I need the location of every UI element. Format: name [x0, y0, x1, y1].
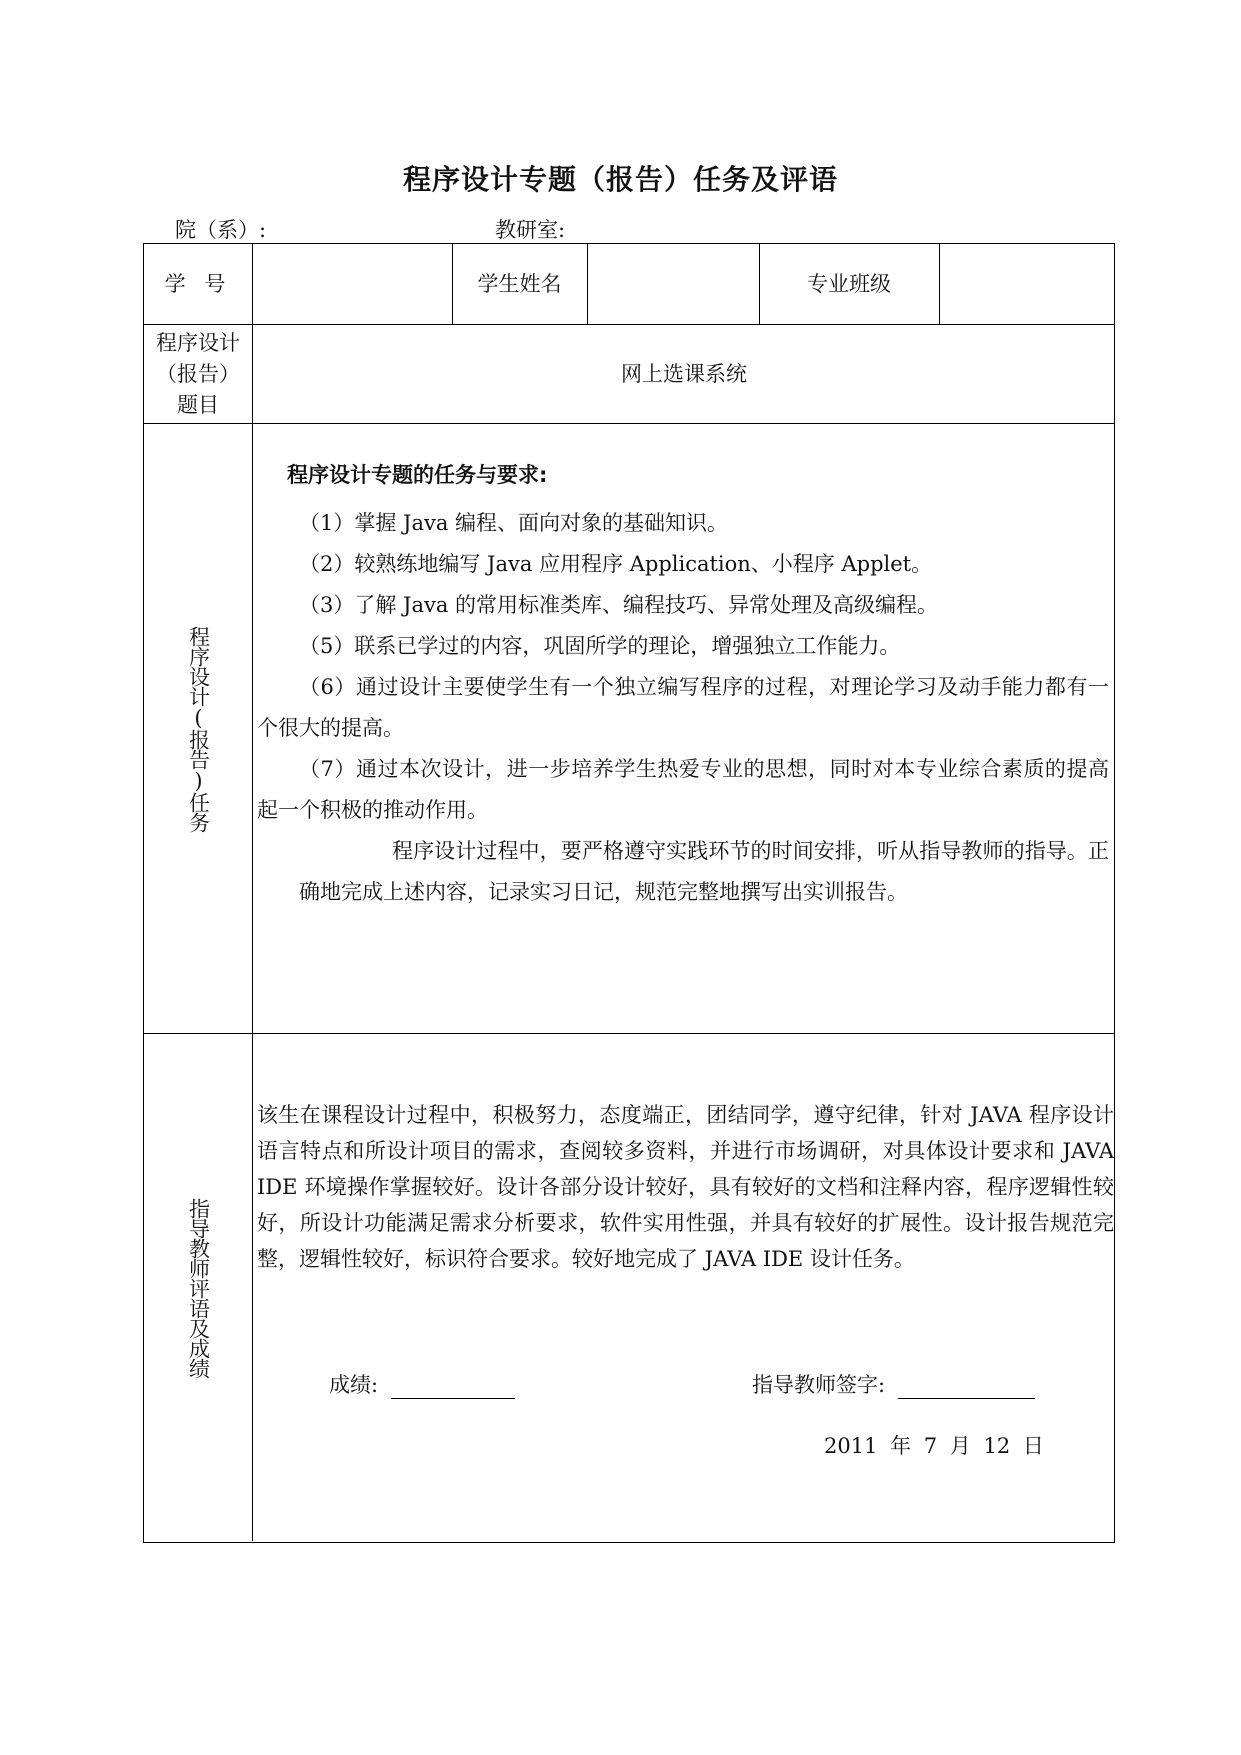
task-item: （5）联系已学过的内容，巩固所学的理论，增强独立工作能力。 [299, 634, 901, 658]
task-heading: 程序设计专题的任务与要求: [287, 463, 548, 487]
task-note: 程序设计过程中，要严格遵守实践环节的时间安排，听从指导教师的指导。正确地完成上述内容，记录实习日记，规范完整地撰写出实训报告。 [299, 839, 1109, 904]
grade-field [329, 1369, 515, 1399]
signature-blank [898, 1378, 1035, 1399]
signature-field [752, 1369, 1035, 1399]
teacher-comment: 该生在课程设计过程中，积极努力，态度端正，团结同学，遵守纪律，针对 JAVA 程序设计语言特点和所设计项目的需求，查阅较多资料，并进行市场调研，对具体设计要求和 JAVA IDE 环境操作掌握较好。设计各部分设计较好，具有较好的文档和注释内容，程序逻辑性较好，所设计功能满足需求分析要求，软件实用性强，并具有较好的扩展性。设计报告规范完整，逻辑性较好，标识符合要求。较好地完成了 JAVA IDE 设计任务。 [257, 1103, 1114, 1271]
column-divider [587, 244, 588, 324]
topic-label-line: 程序设计 [156, 330, 240, 355]
topic-label-line: 题目 [177, 392, 219, 417]
task-item: （1）掌握 Java 编程、面向对象的基础知识。 [299, 511, 729, 535]
topic-label-line: （报告） [156, 361, 240, 386]
task-item: （3）了解 Java 的常用标准类库、编程技巧、异常处理及高级编程。 [299, 593, 939, 617]
document-title: 程序设计专题（报告）任务及评语 [402, 163, 838, 196]
task-item: （2）较熟练地编写 Java 应用程序 Application、小程序 Applet。 [299, 552, 933, 576]
column-divider [252, 244, 253, 1541]
class-label: 专业班级 [807, 272, 891, 296]
report-form-table [143, 243, 1115, 1543]
task-content [257, 459, 1109, 913]
topic-value: 网上选课系统 [621, 362, 747, 386]
sign-date: 2011 年 7 月 12 日 [824, 1434, 1044, 1458]
row-divider [144, 1033, 1114, 1034]
comment-label: 指导教师评语及成绩 [186, 1197, 211, 1378]
student-id-label: 学 号 [164, 272, 232, 296]
student-name-label: 学生姓名 [477, 272, 562, 296]
task-label: 程序设计(报告)任务 [186, 625, 211, 832]
task-item: （6）通过设计主要使学生有一个独立编写程序的过程，对理论学习及动手能力都有一个很大的提高。 [257, 675, 1109, 740]
row-divider [144, 423, 1114, 424]
topic-label [144, 325, 252, 423]
signature-label: 指导教师签字: [752, 1373, 886, 1397]
grade-blank [391, 1378, 515, 1399]
teaching-lab-label: 教研室: [495, 218, 566, 242]
task-item: （7）通过本次设计，进一步培养学生热爱专业的思想，同时对本专业综合素质的提高起一个积极的推动作用。 [257, 757, 1109, 822]
column-divider [939, 244, 940, 324]
grade-label: 成绩: [329, 1373, 379, 1397]
department-label: 院（系）: [175, 218, 267, 242]
